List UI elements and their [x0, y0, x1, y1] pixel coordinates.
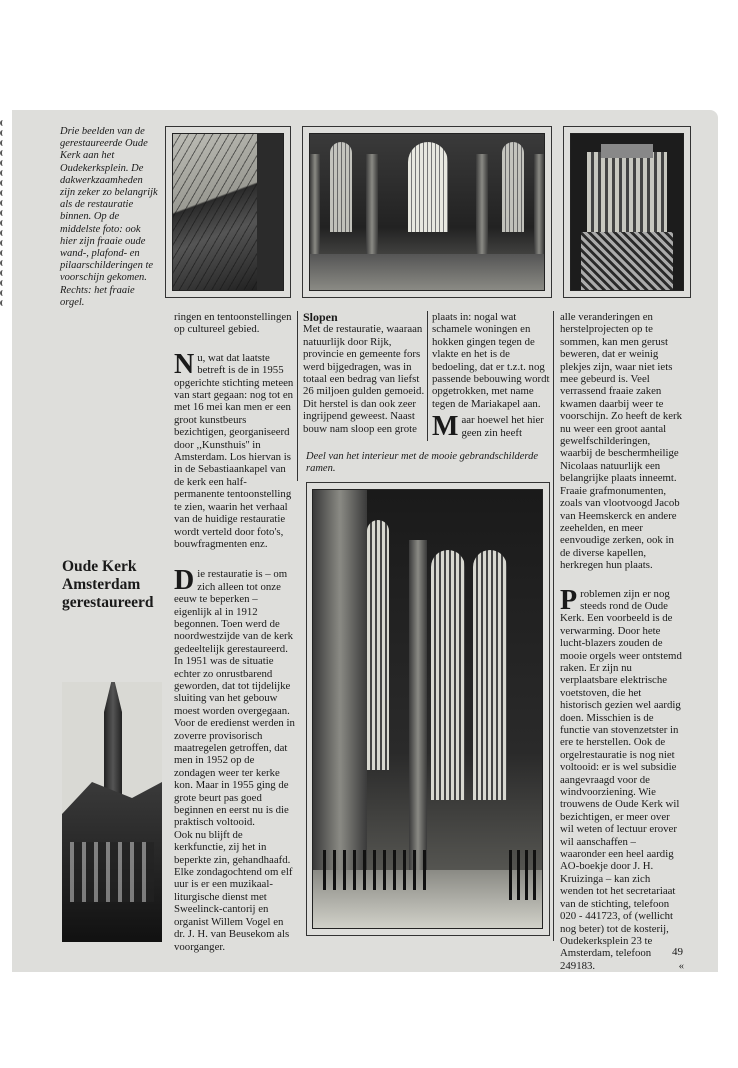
page-number: 49 [672, 946, 683, 958]
col3-paragraph-1: plaats in: nogal wat schamele woningen en hokken gingen tegen de vlakte en het is de bedoeling, dat er t.z.t. nog passende bebouwing wordt opgetrokken, met name tegen de Mariakapel aan. [432, 311, 550, 410]
photo-nave-interior [309, 133, 545, 291]
col1-paragraph-3: ie restauratie is – om zich alleen tot onze eeuw te beperken – eigenlijk al in 1912 begonnen. Toen werd de noordwestzijde van de kerk gedeeltelijk gerestaureerd. In 1951 was de situatie echter zo onrustbarend geworden, dat tot tijdelijke sluiting van het gebouw moest worden overgegaan. Voor de eredienst werden in zoverre provisorisch maatregelen getroffen, dat men in 1952 op de zondagen weer ter kerke kon. Maar in 1955 ging de grote beurt pas goed beginnen en eerst nu is die praktisch voltooid. [174, 568, 295, 829]
col4-paragraph-2: roblemen zijn er nog steeds rond de Oude Kerk. Een voorbeeld is de verwarming. Door hete lucht-blazers zouden de mooie orgels weer ontstemd raken. Er zijn nu verplaatsbare elektrische voetstoven, die het historisch gezien wel aardig doen. Misschien is de functie van stovenzetster in ere te herstellen. Ook de orgelrestauratie is nog niet voltooid: er is wel subsidie aangevraagd voor de windvoorziening. Wie trouwens de Oude Kerk wil bezichtigen, er meer over wil weten of lectuur erover wil aanschaffen – waaronder een heel aardig AO-boekje door J. H. Kruizinga – kan zich wenden tot het secretariaat van de stichting, telefoon 020 - 441723, of (wellicht nog beter) tot de kosterij, Oudekerksplein 23 te Amsterdam, telefoon 249183. [560, 587, 682, 972]
photo-caption-interior: Deel van het interieur met de mooie gebrandschilderde ramen. [306, 451, 539, 475]
col4-paragraph-1: alle veranderingen en herstelprojecten op te sommen, kan men gerust beweren, dat er weinig plekjes zijn, waar niet iets mee gebeurd is. Veel verrassend fraaie zaken kwamen daarbij weer te voorschijn. Zo heeft de kerk nu weer een groot aantal gewelfschilderingen, waarbij de beschermheilige Nicolaas natuurlijk een belangrijke plaats inneemt. Fraaie grafmonumenten, zoals van vlootvoogd Jacob van Heemskerck en andere zeehelden, en meer eenvoudige zerken, ook in de diverse kapellen, herkregen hun plaats. [560, 311, 683, 572]
dropcap-n: N [174, 348, 195, 380]
binding-edge [0, 120, 10, 310]
col2-paragraph-1: Met de restauratie, waaraan natuurlijk door Rijk, provincie en gemeente fors werd bijgedragen, was in totaal een bedrag van liefst 26 miljoen gulden gemoeid. Dit herstel is dan ook zeer ingrijpend geweest. Naast bouw nam sloop een grote [303, 323, 425, 435]
dropcap-d: D [174, 565, 195, 597]
article-column-4 [560, 311, 684, 972]
photo-roof-restoration [172, 133, 284, 291]
article-column-2 [303, 311, 425, 445]
dropcap-m: M [432, 411, 459, 443]
photo-interior-stained-glass [312, 489, 543, 929]
col1-paragraph-1: ringen en tentoonstellingen op cultureel gebied. [174, 311, 292, 336]
col1-paragraph-4: Ook nu blijft de kerkfunctie, zij het in beperkte zin, gehandhaafd. Elke zondagochtend om elf uur is er een muzikaal-liturgische dienst met Sweelinck-cantorij en organist Willem Vogel en dr. J. H. van Beusekom als voorganger. [174, 828, 293, 953]
article-title: Oude Kerk Amsterdam gerestaureerd [62, 558, 154, 611]
dropcap-p: P [560, 584, 578, 616]
col1-paragraph-2: u, wat dat laatste betreft is de in 1955 opgerichte stichting meteen van start gegaan: nog tot en met 16 mei kan men er een groot kunstbeurs bezichtigen, georganiseerd door ,,Kunsthuis'' in Amsterdam. Los hiervan is in de Sebastiaankapel van de kerk een half-permanente tentoonstelling te zien, waarin het verhaal van de huidige restauratie wordt verteld door foto's, bouwfragmenten enz. [174, 351, 294, 550]
photo-caption-top: Drie beelden van de gerestaureerde Oude Kerk aan het Oudekerksplein. De dakwerkzaamheden zijn zeker zo belangrijk als de restauratie binnen. Op de middelste foto: ook hier zijn fraaie oude wand-, plafond- en pilaarschilderingen te voorschijn gekomen. Rechts: het fraaie orgel. [60, 126, 158, 308]
photo-church-exterior [62, 682, 162, 942]
col3-paragraph-2: aar hoewel het hier geen zin heeft [461, 414, 544, 439]
photo-organ [570, 133, 684, 291]
section-heading-slopen: Slopen [303, 310, 338, 324]
article-column-1 [174, 311, 296, 963]
article-column-3 [432, 311, 552, 449]
end-mark: « [678, 959, 684, 972]
